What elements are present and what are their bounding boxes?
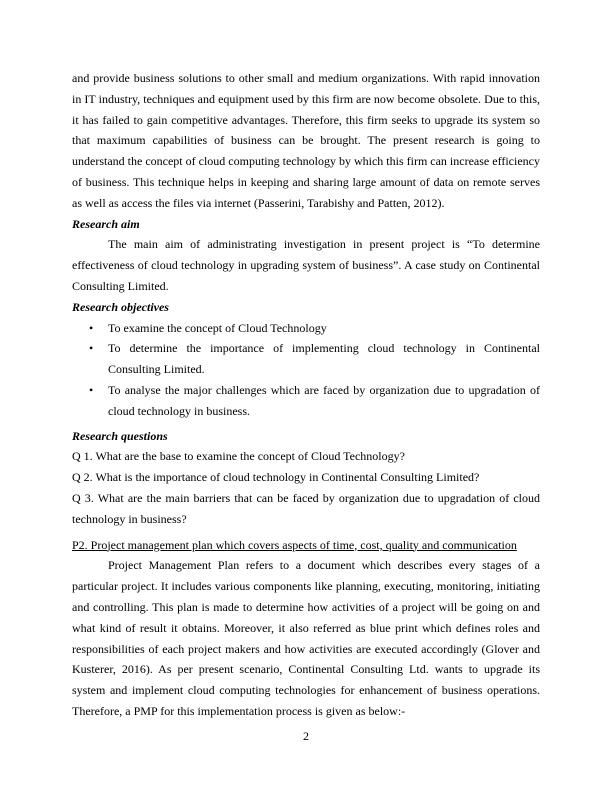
research-objectives-heading: Research objectives — [72, 299, 169, 314]
objective-item — [72, 380, 540, 422]
section-p2-text: Project Management Plan refers to a document which describes every stages of a particular project. It includes various components like planning, executing, monitoring, initiating and controlling. This plan is made to determine how activities of a project will be going on and what kind of result it obtains. Moreover, it also referred as blue print which defines roles and responsibilities of each project makers and how activities are executed accordingly (Glover and Kusterer, 2016). As per present scenario, Continental Consulting Ltd. wants to upgrade its system and implement cloud computing technologies for enhancement of business operations. Therefore, a PMP for this implementation process is given as below:- — [72, 558, 540, 718]
research-question-item: Q 3. What are the main barriers that can be faced by organization due to upgradation of cloud technology in business? — [72, 490, 540, 526]
objective-item — [72, 318, 540, 339]
objective-item — [72, 338, 540, 380]
research-questions-heading: Research questions — [72, 428, 168, 443]
bullet-icon: • — [89, 382, 94, 397]
research-aim-heading: Research aim — [72, 216, 140, 231]
research-objectives-list — [72, 318, 540, 422]
objective-text: To determine the importance of implementing cloud technology in Continental Consulting Limited. — [108, 341, 540, 377]
page-number: 2 — [303, 729, 309, 743]
document-page — [72, 68, 540, 722]
bullet-icon: • — [89, 320, 94, 335]
objective-text: To analyse the major challenges which are faced by organization due to upgradation of cloud technology in business. — [108, 382, 540, 418]
research-aim-text: The main aim of administrating investigation in present project is “To determine effectiveness of cloud technology in upgrading system of business”. A case study on Continental Consulting Limited. — [72, 237, 540, 293]
intro-paragraph: and provide business solutions to other small and medium organizations. With rapid innovation in IT industry, techniques and equipment used by this firm are now become obsolete. Due to this, it has failed to gain competitive advantages. Therefore, this firm seeks to upgrade its system so that maximum capabilities of business can be brought. The present research is going to understand the concept of cloud computing technology by which this firm can increase efficiency of business. This technique helps in keeping and sharing large amount of data on remote serves as well as access the files via internet (Passerini, Tarabishy and Patten, 2012). — [72, 71, 540, 210]
section-p2-title: P2. Project management plan which covers aspects of time, cost, quality and communication — [72, 537, 517, 552]
research-question-item: Q 1. What are the base to examine the concept of Cloud Technology? — [72, 449, 405, 464]
bullet-icon: • — [89, 341, 94, 356]
objective-text: To examine the concept of Cloud Technology — [108, 320, 327, 335]
research-question-item: Q 2. What is the importance of cloud technology in Continental Consulting Limited? — [72, 470, 480, 485]
